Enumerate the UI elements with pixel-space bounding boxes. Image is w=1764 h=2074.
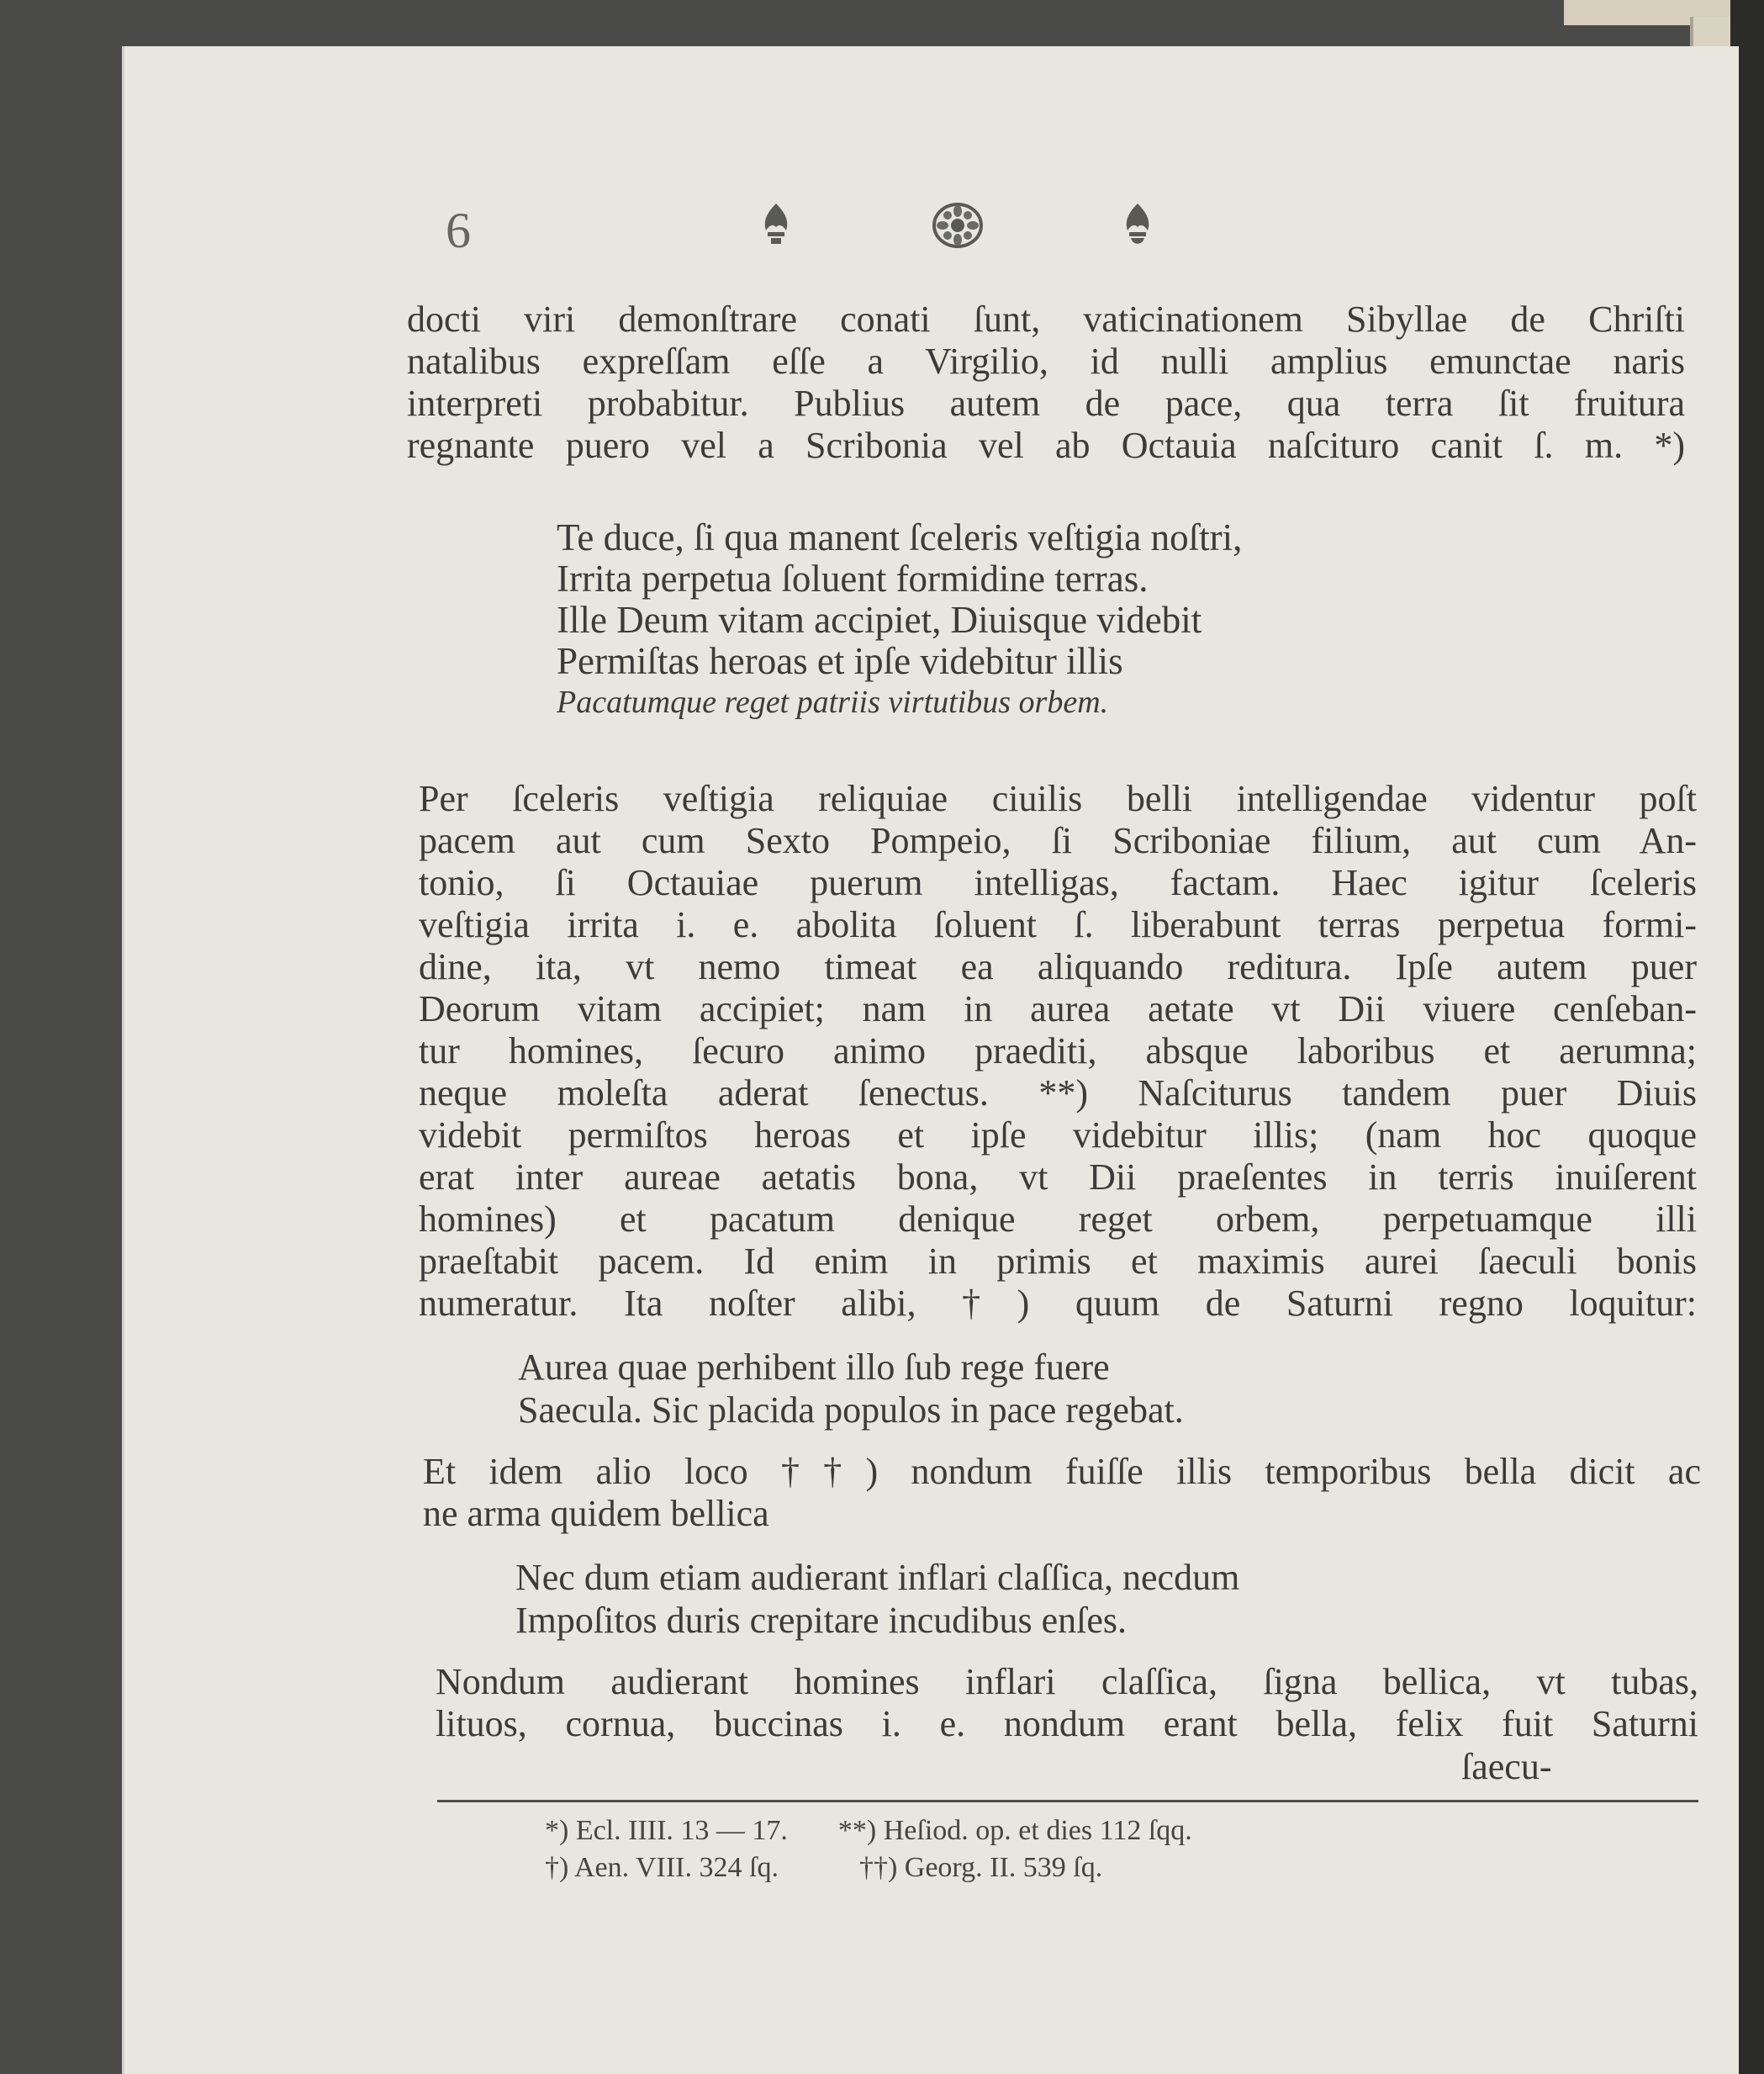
rosette-icon	[932, 202, 984, 249]
page-header	[124, 202, 1739, 294]
text-line: videbit permiſtos heroas et ipſe videbitur illis; (nam hoc quoque	[419, 1114, 1697, 1156]
verse-line: Aurea quae perhibent illo ſub rege fuere	[518, 1347, 1110, 1388]
text-line: Nondum audierant homines inflari claſſica, ſigna bellica, vt tubas,	[436, 1661, 1698, 1702]
text-line: tur homines, ſecuro animo praediti, absque laboribus et aerumna;	[419, 1030, 1697, 1071]
page-number: 6	[446, 203, 471, 258]
catchword: ſaecu-	[1461, 1746, 1552, 1787]
text-line: erat inter aureae aetatis bona, vt Dii praeſentes in terris inuiſerent	[419, 1156, 1697, 1198]
footnotes	[545, 1812, 1192, 1886]
text-line: veſtigia irrita i. e. abolita ſoluent ſ. liberabunt terras perpetua formi-	[419, 904, 1697, 945]
verse-line: Pacatumque reget patriis virtutibus orbem.	[557, 685, 1109, 720]
verse-line: Irrita perpetua ſoluent formidine terras.	[557, 558, 1149, 600]
footnote-rule	[437, 1800, 1698, 1802]
verse-line: Nec dum etiam audierant inflari claſſica, necdum	[515, 1557, 1240, 1598]
text-line: Et idem alio loco ††) nondum fuiſſe illis temporibus bella dicit ac	[423, 1451, 1701, 1492]
footnote: *) Ecl. IIII. 13 — 17.	[545, 1815, 788, 1846]
text-line: dine, ita, vt nemo timeat ea aliquando reditura. Ipſe autem puer	[419, 946, 1697, 987]
text-line: neque moleſta aderat ſenectus. **) Naſciturus tandem puer Diuis	[419, 1072, 1697, 1114]
text-line: natalibus expreſſam eſſe a Virgilio, id nulli amplius emunctae naris	[407, 341, 1685, 382]
text-line: Per ſceleris veſtigia reliquiae ciuilis belli intelligendae videntur poſt	[419, 778, 1697, 819]
footnote-row	[545, 1849, 1192, 1886]
text-line: regnante puero vel a Scribonia vel ab Octauia naſcituro canit ſ. m. *)	[407, 425, 1685, 466]
text-line: homines) et pacatum denique reget orbem, perpetuamque illi	[419, 1198, 1697, 1240]
footnote: **) Heſiod. op. et dies 112 ſqq.	[837, 1815, 1192, 1846]
book-page	[122, 46, 1739, 2074]
verse-quotation-1	[557, 517, 1242, 723]
paragraph-4	[436, 1661, 1698, 1745]
verse-line: Ille Deum vitam accipiet, Diuisque videbit	[557, 599, 1202, 641]
text-line: ne arma quidem bellica	[423, 1493, 769, 1534]
text-line: tonio, ſi Octauiae puerum intelligas, factam. Haec igitur ſceleris	[419, 862, 1697, 903]
text-line: lituos, cornua, buccinas i. e. nondum erant bella, felix fuit Saturni	[436, 1703, 1698, 1744]
paragraph-2	[419, 778, 1697, 1325]
footnote-row	[545, 1812, 1192, 1849]
paragraph-1	[407, 299, 1685, 467]
footnote: ††) Georg. II. 539 ſq.	[858, 1852, 1103, 1883]
verse-line: Te duce, ſi qua manent ſceleris veſtigia noſtri,	[557, 516, 1243, 558]
fleuron-icon	[1121, 202, 1154, 249]
text-line: Deorum vitam accipiet; nam in aurea aetate vt Dii viuere cenſeban-	[419, 988, 1697, 1029]
fleuron-icon	[759, 202, 793, 246]
verse-quotation-3	[515, 1556, 1239, 1642]
text-line: praeſtabit pacem. Id enim in primis et maximis aurei ſaeculi bonis	[419, 1241, 1697, 1282]
verse-quotation-2	[518, 1346, 1184, 1431]
paragraph-3	[423, 1451, 1701, 1535]
text-line: numeratur. Ita noſter alibi, †) quum de Saturni regno loquitur:	[419, 1283, 1697, 1324]
verse-line: Impoſitos duris crepitare incudibus enſes.	[515, 1600, 1128, 1641]
text-line: pacem aut cum Sexto Pompeio, ſi Scriboniae filium, aut cum An-	[419, 820, 1697, 861]
text-line: interpreti probabitur. Publius autem de pace, qua terra ſit fruitura	[407, 383, 1685, 424]
footnote: †) Aen. VIII. 324 ſq.	[545, 1852, 779, 1883]
text-line: docti viri demonſtrare conati ſunt, vaticinationem Sibyllae de Chriſti	[407, 299, 1685, 340]
verse-line: Permiſtas heroas et ipſe videbitur illis	[557, 640, 1123, 682]
verse-line: Saecula. Sic placida populos in pace regebat.	[518, 1389, 1184, 1431]
